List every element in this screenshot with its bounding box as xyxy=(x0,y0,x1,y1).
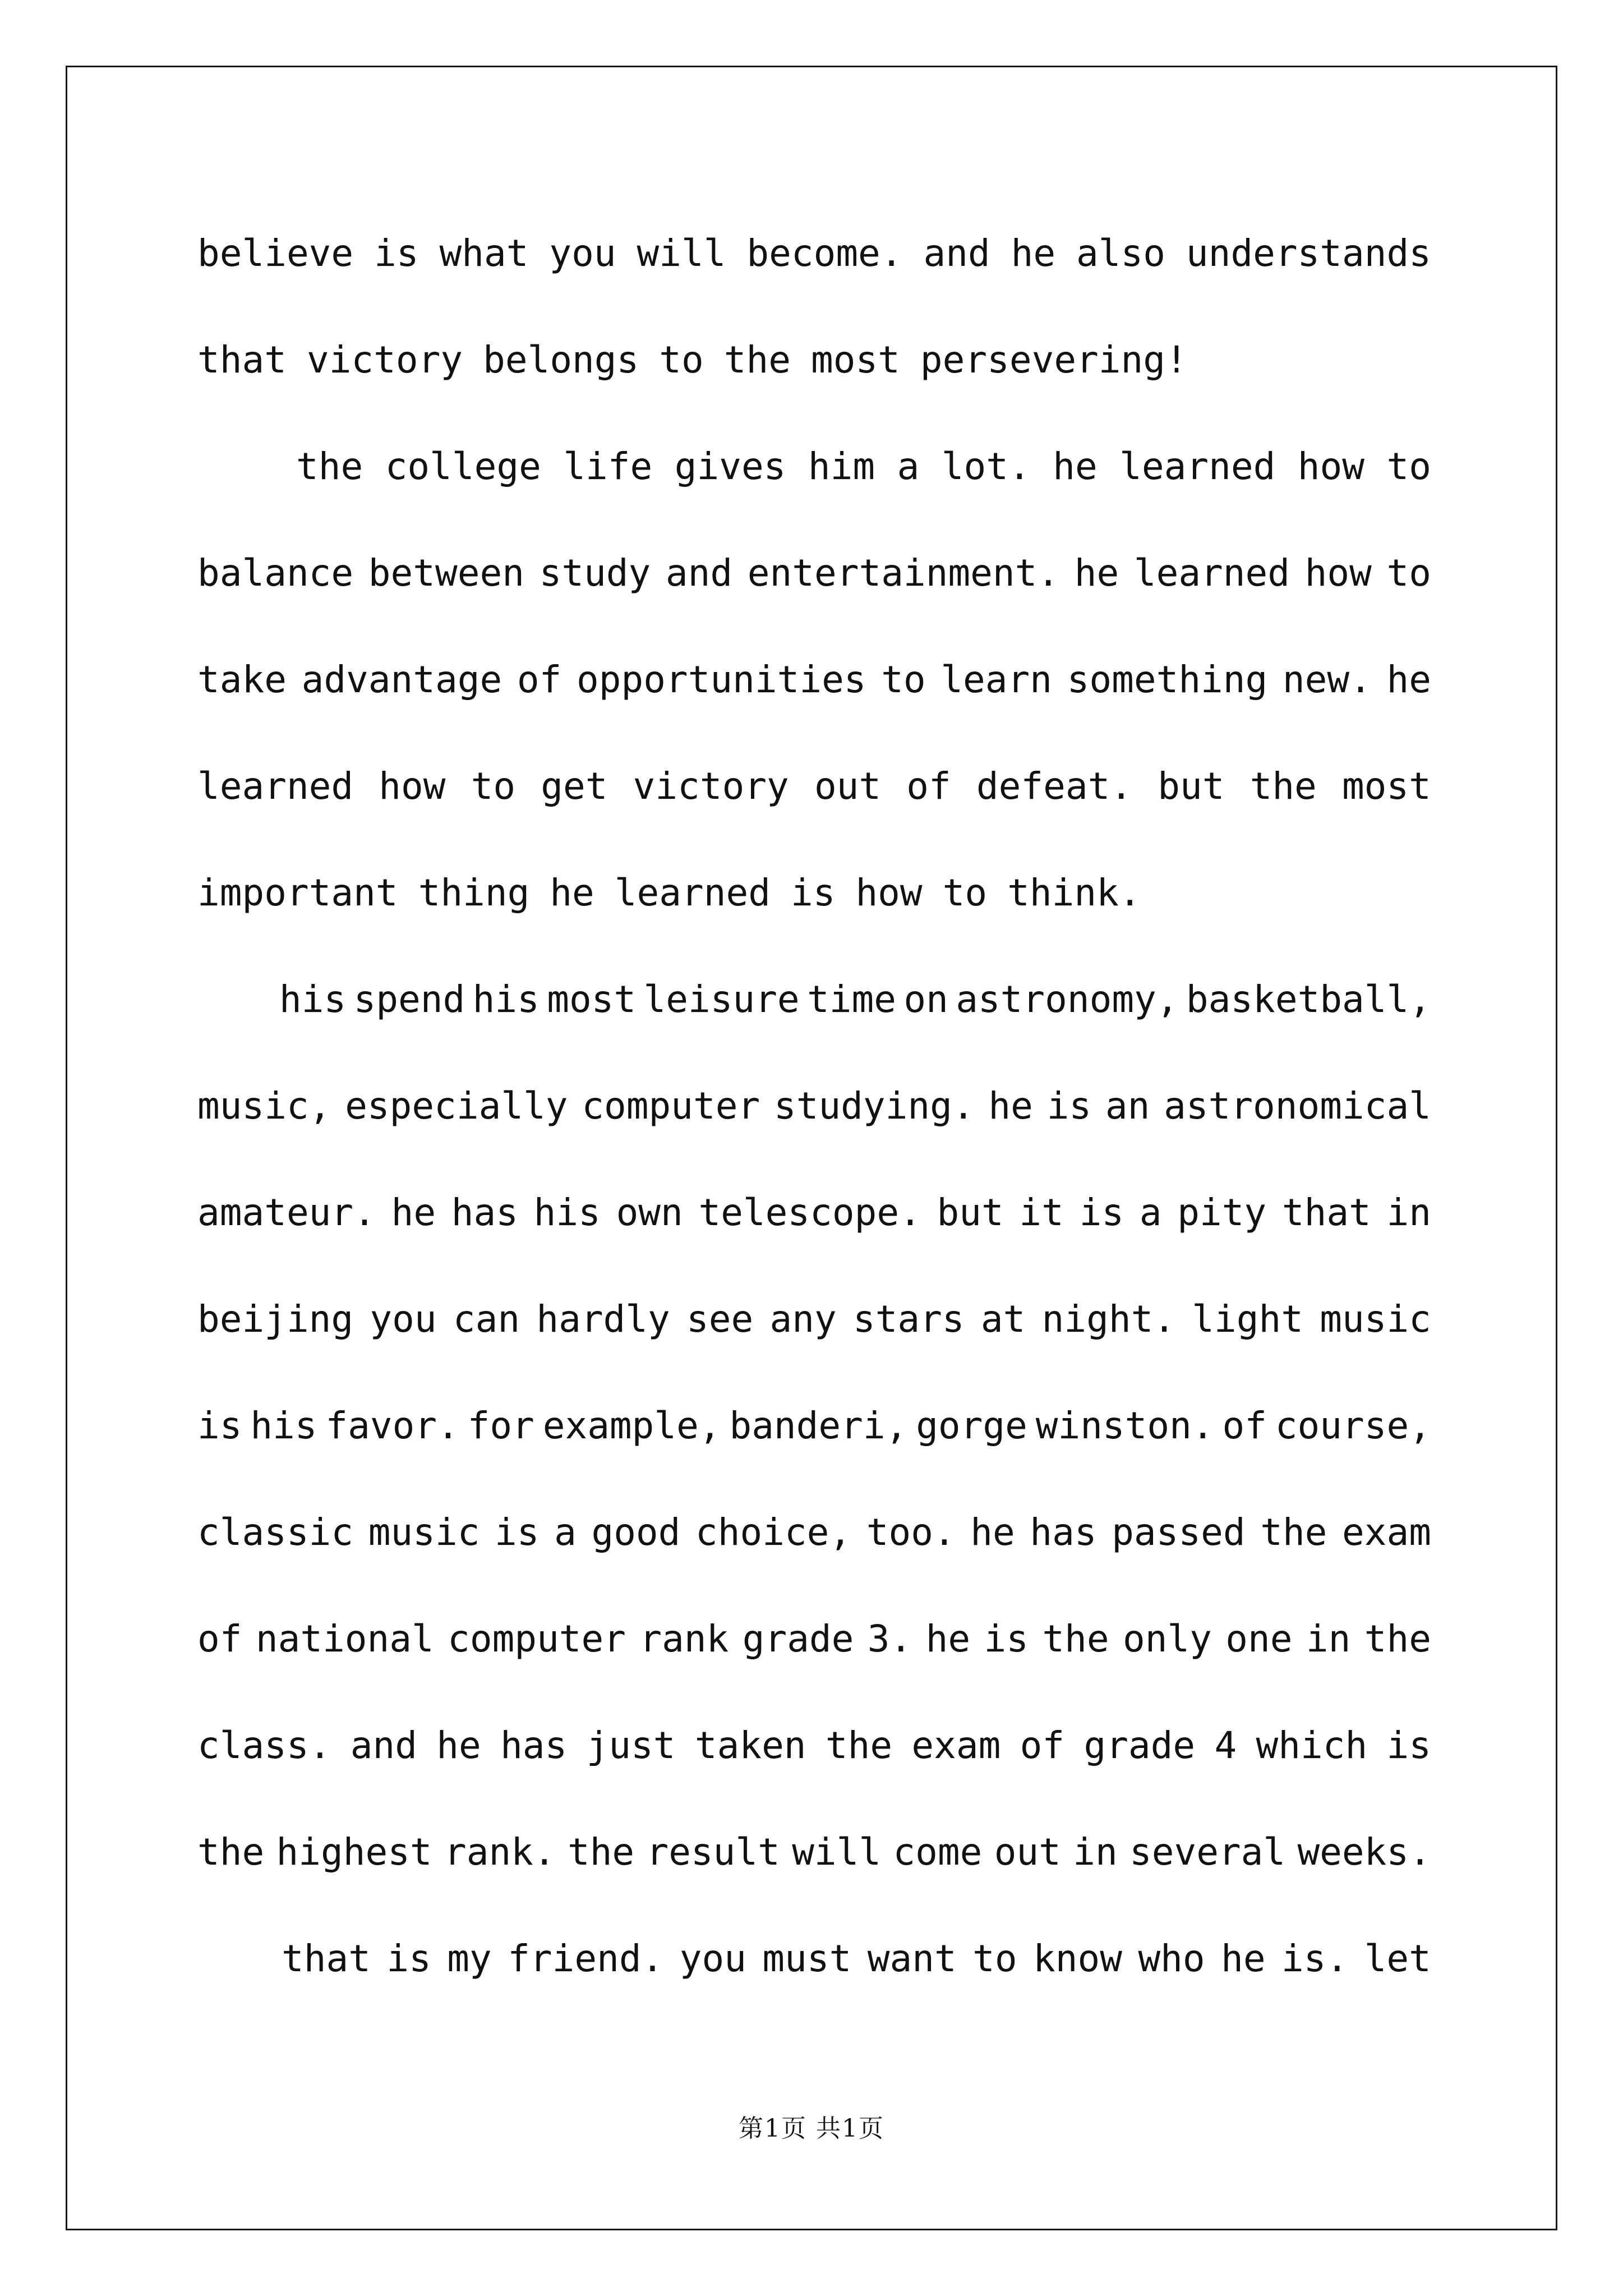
text-line: important thing he learned is how to think. xyxy=(197,871,1141,914)
text-line: the college life gives him a lot. he learned how to xyxy=(296,445,1431,488)
text-line: music, especially computer studying. he is an astronomical xyxy=(197,1084,1431,1128)
text-line: amateur. he has his own telescope. but it is a pity that in xyxy=(197,1191,1431,1234)
text-line: balance between study and entertainment. he learned how to xyxy=(197,551,1431,595)
text-line: is his favor. for example, banderi, gorge winston. of course, xyxy=(197,1404,1431,1447)
document-body xyxy=(197,223,1431,2035)
text-line: classic music is a good choice, too. he has passed the exam xyxy=(197,1511,1431,1554)
text-line: class. and he has just taken the exam of grade 4 which is xyxy=(197,1724,1431,1767)
text-line: that is my friend. you must want to know who he is. let xyxy=(282,1937,1431,1980)
text-line: of national computer rank grade 3. he is the only one in the xyxy=(197,1617,1431,1660)
text-line: learned how to get victory out of defeat. but the most xyxy=(197,765,1431,808)
text-line: the highest rank. the result will come out in several weeks. xyxy=(197,1830,1431,1874)
text-line: beijing you can hardly see any stars at night. light music xyxy=(197,1297,1431,1341)
text-line: take advantage of opportunities to learn something new. he xyxy=(197,658,1431,701)
text-line: that victory belongs to the most persevering! xyxy=(197,338,1188,381)
text-line: believe is what you will become. and he also understands xyxy=(197,232,1431,275)
text-line: his spend his most leisure time on astronomy, basketball, xyxy=(279,978,1431,1021)
page-footer: 第1页 共1页 xyxy=(739,2114,884,2143)
